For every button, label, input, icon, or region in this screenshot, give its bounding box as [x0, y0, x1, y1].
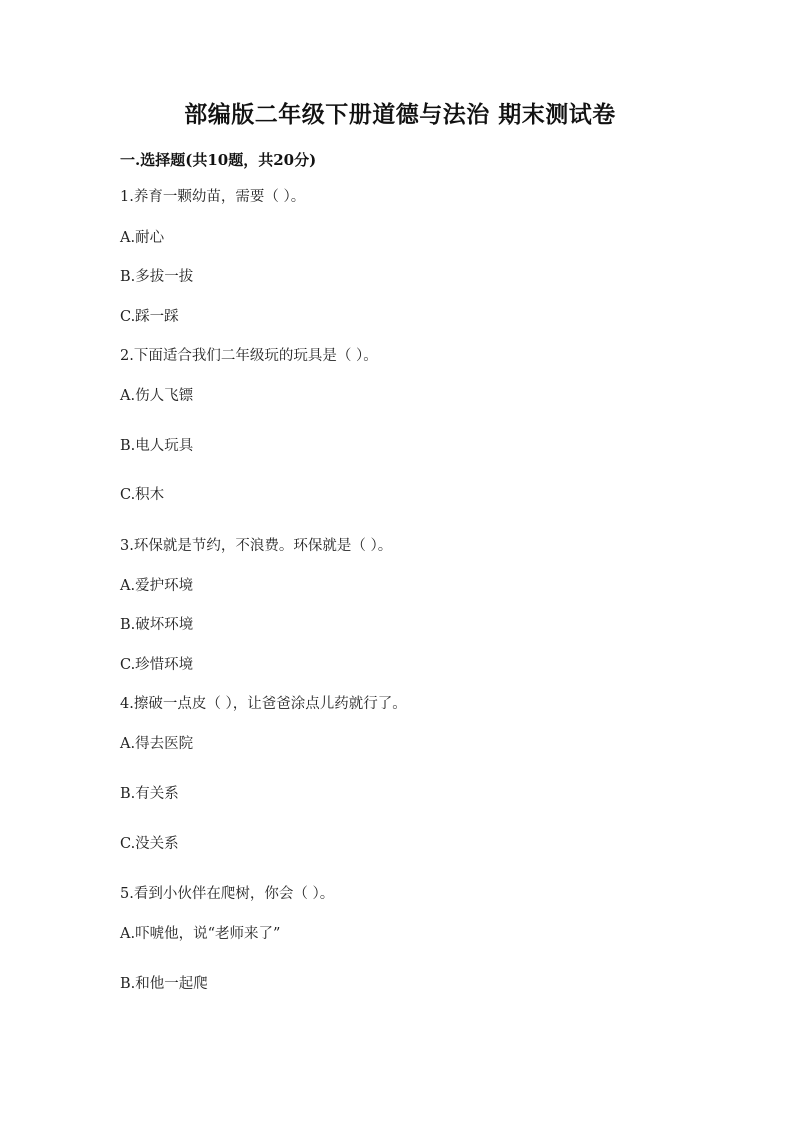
- option-item: A.伤人飞镖: [120, 388, 194, 404]
- option-item: C.踩一踩: [120, 309, 179, 325]
- section-heading: 一.选择题(共10题，共20分): [120, 151, 317, 169]
- question-stem: 4.擦破一点皮（ ），让爸爸涂点儿药就行了。: [120, 696, 407, 712]
- option-item: C.珍惜环境: [120, 657, 194, 673]
- option-item: A.耐心: [120, 230, 165, 246]
- option-item: C.积木: [120, 487, 165, 503]
- question-stem: 3.环保就是节约，不浪费。环保就是（ ）。: [120, 538, 393, 554]
- option-item: C.没关系: [120, 836, 179, 852]
- option-item: B.和他一起爬: [120, 976, 208, 992]
- page-title: 部编版二年级下册道德与法治 期末测试卷: [184, 101, 616, 128]
- question-stem: 2.下面适合我们二年级玩的玩具是（ ）。: [120, 348, 378, 364]
- option-item: B.破坏环境: [120, 617, 194, 633]
- question-stem: 5.看到小伙伴在爬树，你会（ ）。: [120, 886, 335, 902]
- question-stem: 1.养育一颗幼苗，需要（ ）。: [120, 189, 306, 205]
- option-item: A.得去医院: [120, 736, 194, 752]
- option-item: B.有关系: [120, 786, 179, 802]
- option-item: A.爱护环境: [120, 578, 194, 594]
- option-item: B.多拔一拔: [120, 269, 194, 285]
- option-item: B.电人玩具: [120, 438, 194, 454]
- option-item: A.吓唬他，说“老师来了”: [120, 926, 281, 942]
